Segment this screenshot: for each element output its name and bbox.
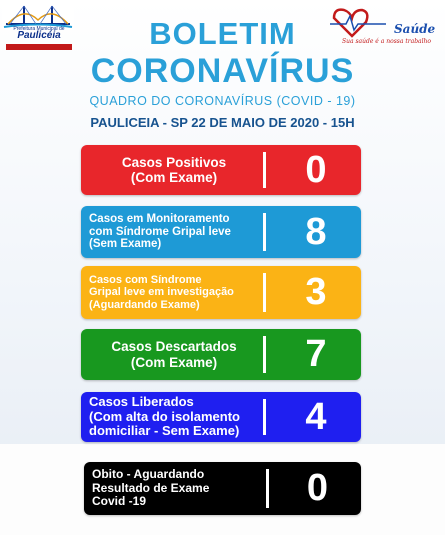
- card-value: 7: [305, 333, 327, 375]
- card-separator: [263, 336, 266, 373]
- logo-left-small: Prefeitura Municipal de: [13, 26, 65, 32]
- card-label: [89, 392, 259, 442]
- card-value: 4: [305, 395, 327, 438]
- card-casos-investigacao: [81, 266, 361, 319]
- card-value: 8: [305, 210, 327, 253]
- card-label: [89, 206, 259, 258]
- card-obito-aguardando: [84, 462, 361, 515]
- card-label-line: (Aguardando Exame): [89, 298, 200, 311]
- card-label-line: Casos Liberados: [89, 394, 194, 410]
- card-label: [92, 462, 259, 515]
- card-label-line: domiciliar - Sem Exame): [89, 423, 240, 439]
- card-label: [89, 145, 259, 195]
- card-separator: [263, 152, 266, 188]
- logo-right-tagline: Sua saúde é a nossa trabalho: [342, 38, 432, 45]
- card-label-line: Casos em Monitoramento: [89, 212, 230, 225]
- card-label: [89, 329, 259, 380]
- card-casos-positivos: [81, 145, 361, 195]
- card-value: 3: [305, 271, 327, 313]
- card-separator: [263, 273, 266, 312]
- title-boletim: BOLETIM: [149, 16, 296, 51]
- card-value: 0: [305, 148, 327, 191]
- card-label-line: Resultado de Exame: [92, 480, 210, 495]
- card-casos-liberados: [81, 392, 361, 442]
- date-line: PAULICEIA - SP 22 DE MAIO DE 2020 - 15H: [90, 115, 355, 130]
- card-label-line: (Com Exame): [130, 170, 218, 185]
- subtitle: QUADRO DO CORONAVÍRUS (COVID - 19): [89, 94, 356, 108]
- card-label: [89, 266, 259, 319]
- card-separator: [263, 213, 266, 251]
- card-label-line: (Com Exame): [130, 354, 218, 370]
- card-label-line: (Com alta do isolamento: [89, 408, 240, 424]
- card-label-line: Covid -19: [92, 494, 147, 509]
- card-label-line: com Síndrome Gripal leve: [89, 225, 231, 238]
- card-label-line: (Sem Exame): [89, 238, 162, 251]
- logo-right-text: Saúde: [394, 22, 436, 36]
- card-label-line: Obito - Aguardando: [92, 467, 205, 482]
- card-label-line: Gripal leve em investigação: [89, 286, 234, 299]
- card-separator: [266, 469, 269, 508]
- title-coronavirus: CORONAVÍRUS: [90, 52, 355, 90]
- card-value: 0: [306, 467, 329, 509]
- card-casos-descartados: [81, 329, 361, 380]
- card-label-line: Casos com Síndrome: [89, 274, 202, 287]
- card-label-line: Casos Descartados: [111, 339, 237, 355]
- card-label-line: Casos Positivos: [121, 154, 227, 170]
- logo-left-text: Paulicéia: [17, 30, 61, 41]
- card-separator: [263, 399, 266, 435]
- card-casos-monitoramento: [81, 206, 361, 258]
